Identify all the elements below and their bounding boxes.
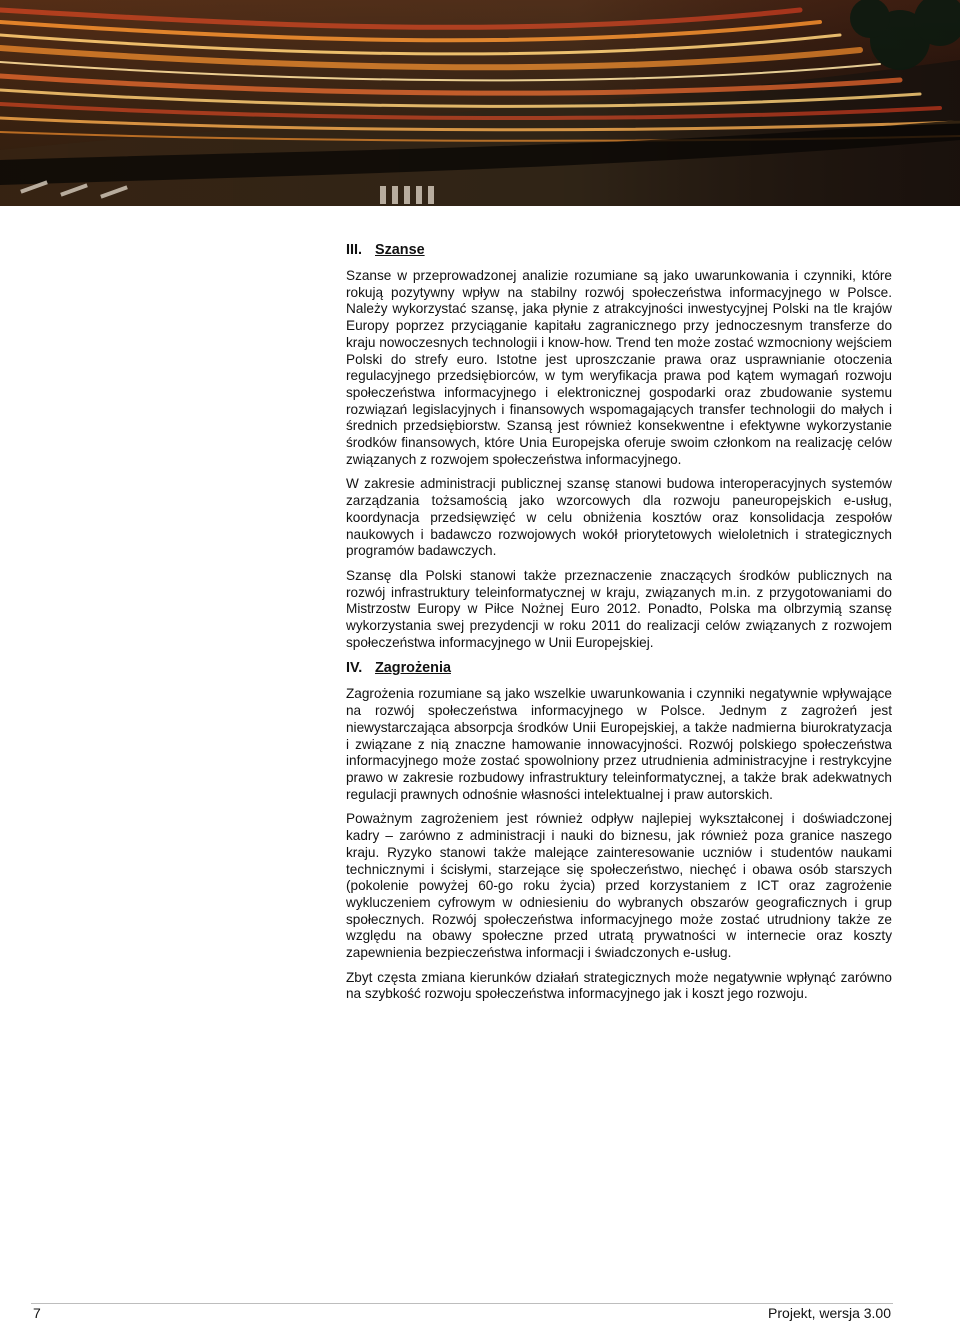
paragraph: Zbyt częsta zmiana kierunków działań strategicznych może negatywnie wpłynąć zarówno na szybkość rozwoju społeczeństwa informacyjnego jak i koszt jego rozwoju.	[346, 969, 892, 1002]
page-number: 7	[33, 1305, 41, 1321]
section-heading-zagrozenia	[346, 659, 892, 677]
paragraph: W zakresie administracji publicznej szansę stanowi budowa interoperacyjnych systemów zarządzania tożsamością jako wzorcowych dla rozwoju paneuropejskich e-usług, koordynacja przedsięwzięć w celu obniżenia kosztów oraz konsolidacja zespołów naukowych i badawczo rozwojowych wokół priorytetowych wieloletnich i strategicznych programów badawczych.	[346, 476, 892, 559]
paragraph: Szanse w przeprowadzonej analizie rozumiane są jako uwarunkowania i czynniki, które rokują pozytywny wpływ na stabilny rozwój społeczeństwa informacyjnego w Polsce. Należy wykorzystać szansę, jaka płynie z atrakcyjności inwestycyjnej Polski na tle krajów Europy poprzez przyciąganie kapitału zagranicznego przy jednoczesnym transferze do kraju nowoczesnych technologii i know-how. Trend ten może zostać wzmocniony wejściem Polski do strefy euro. Istotne jest uproszczanie prawa oraz usprawnianie otoczenia regulacyjnego przedsiębiorców, w tym weryfikacja prawa pod kątem wymagań rozwoju społeczeństwa informacyjnego i elektronicznej gospodarki oraz zbudowanie systemu rozwiązań legislacyjnych i finansowych wspomagających transfer technologii do małych i średnich przedsiębiorstw. Szansą jest również konsekwentne i efektywne wykorzystanie środków finansowych, które Unia Europejska oferuje swoim członkom na realizację celów związanych z rozwojem społeczeństwa informacyjnego.	[346, 268, 892, 467]
paragraph: Szansę dla Polski stanowi także przeznaczenie znaczących środków publicznych na rozwój infrastruktury teleinformatycznej w kraju, związanych m.in. z przygotowaniami do Mistrzostw Europy w Piłce Nożnej Euro 2012. Ponadto, Polska ma olbrzymią szansę wykorzystania swej prezydencji w roku 2011 do realizacji celów związanych z rozwojem społeczeństwa informacyjnego w Unii Europejskiej.	[346, 567, 892, 650]
section-title: Zagrożenia	[375, 660, 451, 677]
document-version: Projekt, wersja 3.00	[768, 1305, 891, 1321]
highway-light-trails-photo	[0, 0, 960, 206]
section-title: Szanse	[375, 242, 425, 258]
paragraph: Zagrożenia rozumiane są jako wszelkie uwarunkowania i czynniki negatywnie wpływające na rozwój społeczeństwa informacyjnego w Polsce. Jednym z zagrożeń jest niewystarczająca absorpcja środków Unii Europejskiej, a także nadmierna biurokratyzacja i związane z nią znaczne hamowanie innowacyjności. Rozwój polskiego społeczeństwa informacyjnego może zostać spowolniony przez utrudnienia administracyjne i restrykcyjne prawo w zakresie rozbudowy infrastruktury teleinformatycznej, a także brak adekwatnych regulacji prawnych odnośnie własności intelektualnej i praw autorskich.	[346, 686, 892, 802]
document-body	[346, 241, 892, 1011]
footer-divider	[31, 1303, 893, 1304]
section-number: III.	[346, 242, 362, 258]
section-heading-szanse	[346, 241, 892, 259]
header-photo-banner	[0, 0, 960, 206]
paragraph: Poważnym zagrożeniem jest również odpływ najlepiej wykształconej i doświadczonej kadry – zarówno z administracji i nauki do biznesu, jak również poza granice naszego kraju. Ryzyko stanowi także malejące zainteresowanie uczniów i studentów naukami technicznymi i ścisłymi, starzejące się społeczeństwo, niechęć i obawa osób starszych (pokolenie powyżej 60-go roku życia) przed korzystaniem z ICT oraz zagrożenie wykluczeniem cyfrowym w odniesieniu do wybranych obszarów geograficznych i grup społecznych. Rozwój społeczeństwa informacyjnego może zostać utrudniony także ze względu na obawy społeczne przed utratą prywatności w internecie oraz koszty zapewnienia bezpieczeństwa informacji i świadczonych e-usług.	[346, 811, 892, 961]
section-number: IV.	[346, 660, 363, 677]
